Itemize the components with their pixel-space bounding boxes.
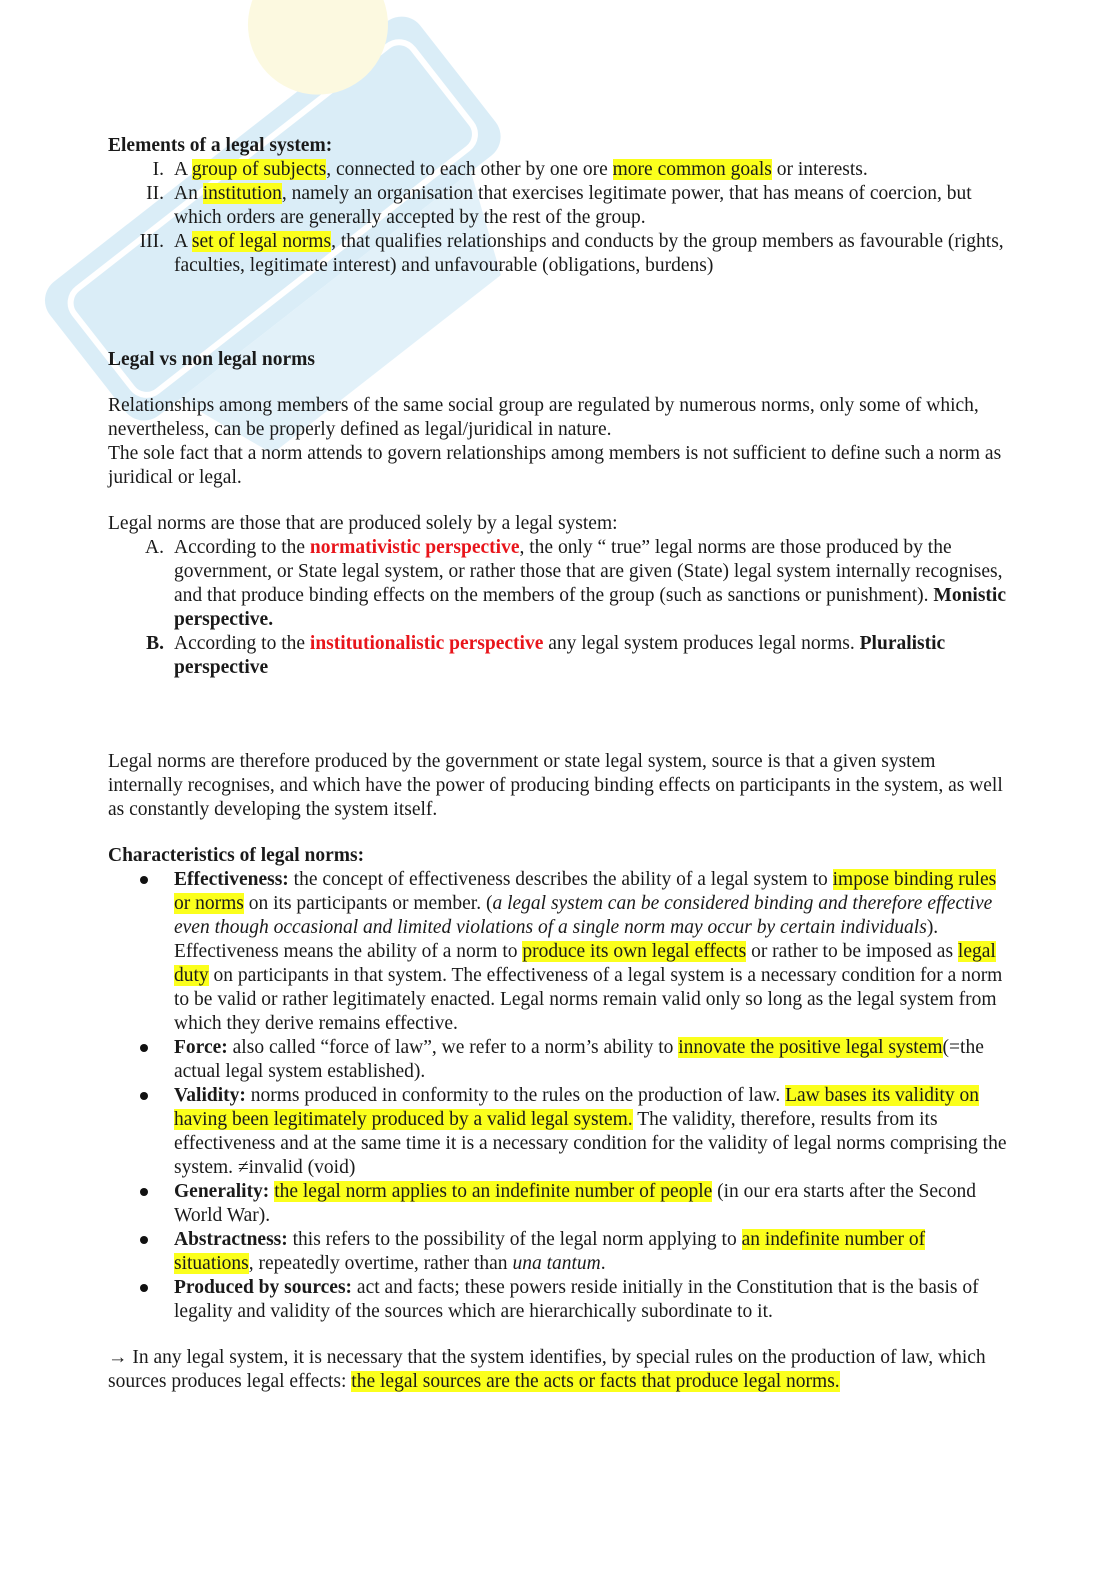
characteristic-list-item: [108, 868, 1008, 1036]
text-run: on participants in that system. The effectiveness of a legal system is a necessary condition for a norm to be valid or rather legitimately enacted. Legal norms remain valid only so long as the legal system from which they derive remains effective.: [174, 965, 1003, 1034]
element-list-item: [108, 158, 1008, 182]
list-marker: I.: [152, 159, 164, 180]
bullet-icon: [140, 1188, 148, 1196]
closing-paragraph: [108, 1346, 1008, 1394]
text-run: ). Effectiveness means the ability of a norm to: [174, 917, 939, 962]
bold-term: Produced by sources:: [174, 1277, 353, 1298]
text-run: The validity, therefore, results from its effectiveness and at the same time it is a necessary condition for the validity of legal norms comprising the system. ≠invalid (void): [174, 1109, 1007, 1178]
text-run: According to the: [174, 633, 310, 654]
highlighted-text: institution: [202, 183, 282, 204]
bold-term: Generality:: [174, 1181, 270, 1202]
list-item-text: [174, 868, 1008, 1036]
highlighted-text: the legal sources are the acts or facts that produce legal norms.: [351, 1371, 840, 1392]
list-item-text: [174, 1084, 1008, 1180]
legal-vs-paragraph-3: Legal norms are those that are produced solely by a legal system:: [108, 513, 618, 534]
list-marker: III.: [139, 231, 164, 252]
bold-term: Abstractness:: [174, 1229, 288, 1250]
text-run: , the only “ true” legal norms are those produced by the government, or State legal system, or rather those that are given (State) legal system internally recognises, and that produce binding effects on the members of the group (such as sanctions or punishment).: [174, 537, 1003, 606]
element-list-item: [108, 230, 1008, 278]
red-emphasis-text: normativistic perspective: [309, 537, 520, 558]
bullet-icon: [140, 1284, 148, 1292]
highlighted-text: impose binding rules or norms: [174, 869, 997, 914]
bullet-icon: [140, 876, 148, 884]
perspective-list-item: [108, 536, 1008, 632]
legal-vs-paragraph-1: Relationships among members of the same social group are regulated by numerous norms, only some of which, nevertheless, can be properly defined as legal/juridical in nature.: [108, 395, 979, 440]
text-run: on its participants or member. (: [243, 893, 493, 914]
highlighted-text: legal duty: [174, 941, 996, 986]
italic-text: a legal system can be considered binding and therefore effective even though occasional and limited violations of a single norm may occur by certain individuals: [174, 893, 993, 938]
characteristic-list-item: [108, 1036, 1008, 1084]
characteristic-list-item: [108, 1276, 1008, 1324]
characteristic-list-item: [108, 1180, 1008, 1228]
text-run: this refers to the possibility of the legal norm applying to: [287, 1229, 742, 1250]
bold-term: Force:: [174, 1037, 228, 1058]
highlighted-text: set of legal norms: [191, 231, 332, 252]
text-run: (=the actual legal system established).: [174, 1037, 984, 1082]
highlighted-text: an indefinite number of situations: [174, 1229, 926, 1274]
text-run: A: [174, 159, 192, 180]
text-run: , repeatedly overtime, rather than: [248, 1253, 513, 1274]
highlighted-text: the legal norm applies to an indefinite number of people: [274, 1181, 713, 1202]
list-marker: II.: [146, 183, 164, 204]
text-run: also called “force of law”, we refer to a norm’s ability to: [227, 1037, 679, 1058]
highlighted-text: Law bases its validity on having been legitimately produced by a valid legal system.: [174, 1085, 979, 1130]
list-item-text: [174, 158, 1008, 182]
perspective-list-item: [108, 632, 1008, 680]
highlighted-text: innovate the positive legal system: [678, 1037, 943, 1058]
list-item-text: [174, 1228, 1008, 1276]
bullet-icon: [140, 1092, 148, 1100]
text-run: , that qualifies relationships and conducts by the group members as favourable (rights, faculties, legitimate interest) and unfavourable (obligations, burdens): [174, 231, 1004, 276]
element-list-item: [108, 182, 1008, 230]
bold-term: Pluralistic perspective: [174, 633, 946, 678]
text-run: (in our era starts after the Second World War).: [174, 1181, 976, 1226]
bold-term: Monistic perspective.: [174, 585, 1006, 630]
perspectives-list: [108, 536, 1008, 680]
text-run: or rather to be imposed as: [746, 941, 958, 962]
legal-vs-paragraph-4: Legal norms are therefore produced by the government or state legal system, source is that a given system internally recognises, and which have the power of producing binding effects on participants in the system, as well as constantly developing the system itself.: [108, 751, 1003, 820]
bullet-icon: [140, 1236, 148, 1244]
italic-text: una tantum: [512, 1253, 601, 1274]
list-marker: A.: [145, 537, 164, 558]
list-item-text: [174, 182, 1008, 230]
list-item-text: [174, 536, 1008, 632]
characteristics-heading: Characteristics of legal norms:: [108, 845, 365, 866]
text-run: According to the: [174, 537, 310, 558]
text-run: or interests.: [771, 159, 868, 180]
red-emphasis-text: institutionalistic perspective: [309, 633, 544, 654]
text-run: .: [600, 1253, 606, 1274]
legal-vs-paragraph-2: The sole fact that a norm attends to govern relationships among members is not sufficient to define such a norm as juridical or legal.: [108, 443, 1002, 488]
text-run: A: [174, 231, 192, 252]
text-run: , connected to each other by one ore: [326, 159, 613, 180]
elements-heading: Elements of a legal system:: [108, 135, 333, 156]
bold-term: Validity:: [174, 1085, 246, 1106]
characteristic-list-item: [108, 1228, 1008, 1276]
list-marker: B.: [146, 633, 164, 654]
list-item-text: [174, 1036, 1008, 1084]
text-run: the concept of effectiveness describes the ability of a legal system to: [288, 869, 833, 890]
highlighted-text: more common goals: [612, 159, 772, 180]
characteristics-list: [108, 868, 1008, 1324]
bullet-icon: [140, 1044, 148, 1052]
text-run: , namely an organisation that exercises legitimate power, that has means of coercion, but which orders are generally accepted by the rest of the group.: [174, 183, 972, 228]
elements-list: [108, 158, 1008, 278]
document-page: [108, 134, 1008, 1394]
text-run: any legal system produces legal norms.: [543, 633, 860, 654]
bold-term: Effectiveness:: [174, 869, 289, 890]
list-item-text: [174, 1180, 1008, 1228]
text-run: An: [174, 183, 203, 204]
legal-vs-heading: Legal vs non legal norms: [108, 349, 315, 370]
list-item-text: [174, 1276, 1008, 1324]
list-item-text: [174, 632, 1008, 680]
text-run: act and facts; these powers reside initially in the Constitution that is the basis of legality and validity of the sources which are hierarchically subordinate to it.: [174, 1277, 979, 1322]
highlighted-text: group of subjects: [191, 159, 327, 180]
text-run: → In any legal system, it is necessary that the system identifies, by special rules on the production of law, which sources produces legal effects:: [108, 1347, 986, 1392]
text-run: norms produced in conformity to the rules on the production of law.: [245, 1085, 786, 1106]
characteristic-list-item: [108, 1084, 1008, 1180]
highlighted-text: produce its own legal effects: [522, 941, 747, 962]
list-item-text: [174, 230, 1008, 278]
